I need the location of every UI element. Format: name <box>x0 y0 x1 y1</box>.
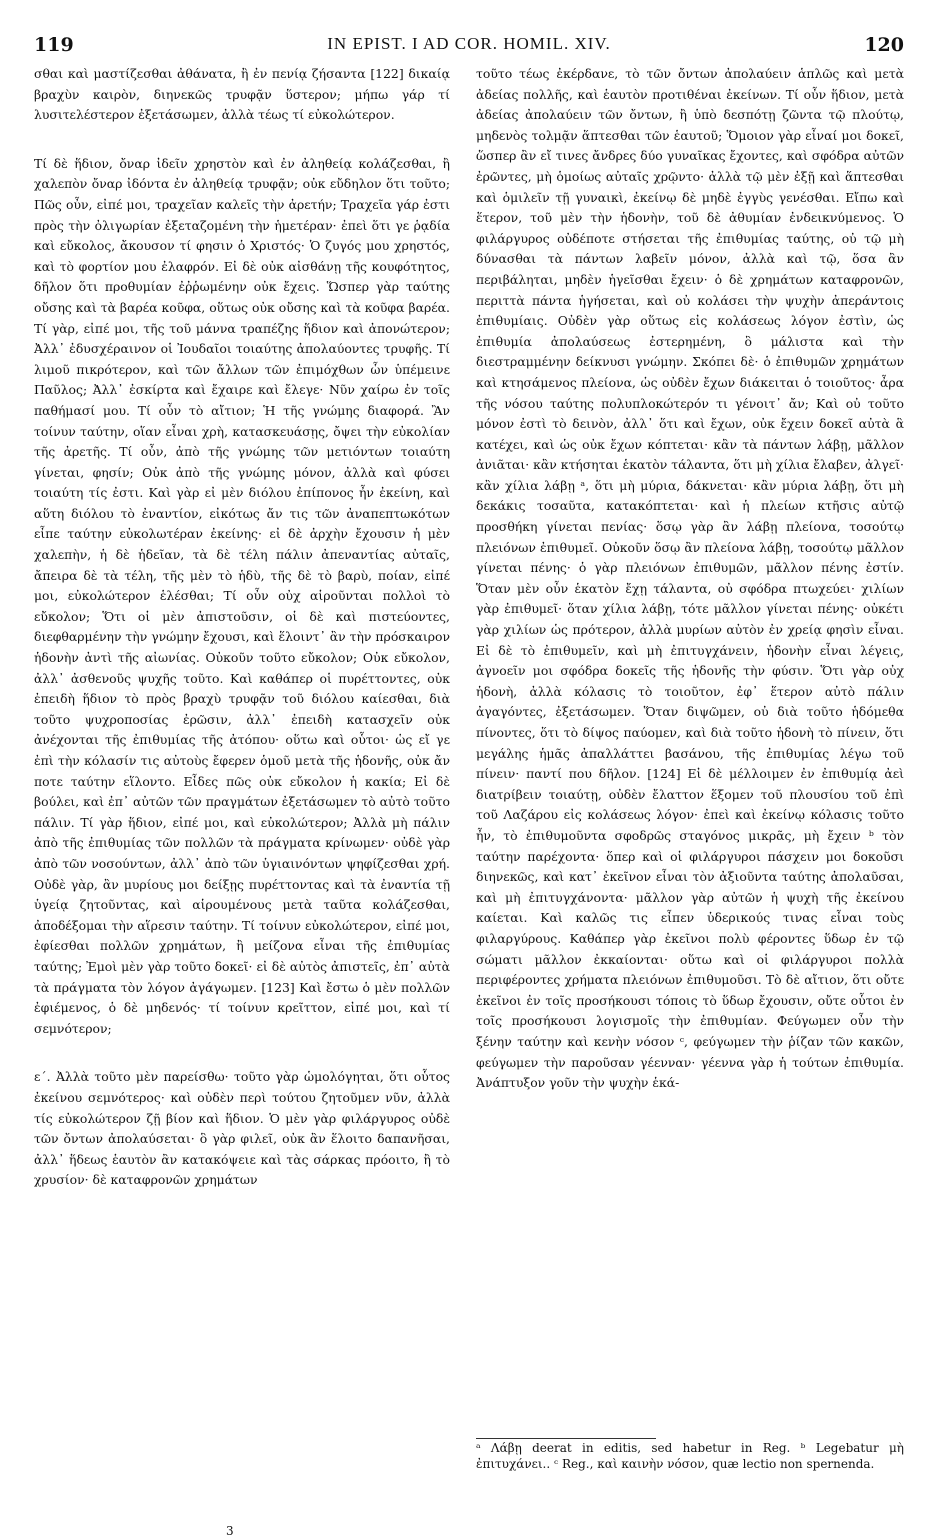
page-number-left: 119 <box>34 34 74 56</box>
running-title: IN EPIST. I AD COR. HOMIL. XIV. <box>327 34 611 53</box>
right-column <box>476 64 904 1094</box>
footnotes <box>476 1440 904 1472</box>
page-number-right: 120 <box>864 34 904 56</box>
paragraph: σθαι καὶ μαστίζεσθαι ἀθάνατα, ἢ ἐν πενίᾳ ζήσαντα [122] δικαίᾳ βραχὺν καιρὸν, διηνεκῶς τρυφᾷν ὕστερον; μήπω γάρ τί λυσιτελέστερον ἐξετάσωμεν, ἀλλὰ τέως τί εὐκολώτερον. <box>34 66 450 123</box>
left-column <box>34 64 450 1191</box>
footnote-rule <box>476 1438 656 1439</box>
running-header <box>34 34 904 58</box>
paragraph: ε΄. Ἀλλὰ τοῦτο μὲν παρείσθω· τοῦτο γὰρ ὡμολόγηται, ὅτι οὗτος ἐκείνου σεμνότερος· καὶ οὐδὲν περὶ τούτου ζητοῦμεν νῦν, ἀλλὰ τίς εὐκολώτερον ζῇ βίον καὶ ἥδιον. Ὁ μὲν γὰρ φιλάργυρος οὐδὲ τῶν ὄντων ἀπολαύσεται· ὃ γὰρ φιλεῖ, οὐκ ἂν ἕλοιτο δαπανῆσαι, ἀλλ᾽ ἥδεως ἑαυτὸν ἂν κατακόψειε καὶ τὰς σάρκας πρόοιτο, ἢ τὸ χρυσίον· δὲ καταφρονῶν χρημάτων <box>34 1069 450 1188</box>
paragraph: τοῦτο τέως ἐκέρδανε, τὸ τῶν ὄντων ἀπολαύειν ἁπλῶς καὶ μετὰ ἀδείας πολλῆς, καὶ ἑαυτὸν προτιθέναι ἐκείνων. Τί οὖν ἥδιον, μετὰ ἀδείας ἀπολαύειν τῶν ὄντων, ἢ ὑπὸ δεσπότῃ ζῶντα τῷ πλούτῳ, μηδενὸς τολμᾷν ἅπτεσθαι τῶν ἑαυτοῦ; Ὅμοιον γὰρ εἶναί μοι δοκεῖ, ὥσπερ ἂν εἴ τινες ἄνδρες δύο γυναῖκας ἔχοντες, καὶ σφόδρα αὐτῶν ἐρῶντες, μὴ ὁμοίως αὐταῖς χρῷντο· ἀλλὰ τῷ μὲν ἐξῇ καὶ ἅπτεσθαι καὶ ὁμιλεῖν τῇ γυναικὶ, ἐκείνῳ δὲ μηδὲ ἐγγὺς γενέσθαι. Εἴπω καὶ ἕτερον, τοῦ μὲν τὴν ἡδονὴν, τοῦ δὲ ἀθυμίαν ἐνδεικνύμενος. Ὁ φιλάργυρος οὐδέποτε στήσεται τῆς ἐπιθυμίας ταύτης, οὐ τῷ μὴ δύνασθαι τὰ πάντων λαβεῖν μόνον, ἀλλὰ καὶ τῷ, ὅσα ἂν περιβάληται, μηδὲν ἡγεῖσθαι ἔχειν· ὁ δὲ χρημάτων καταφρονῶν, περιττὰ πάντα ἡγήσεται, καὶ οὐ κολάσει τὴν ψυχὴν ἀπεράντοις ἐπιθυμίαις. Οὐδὲν γὰρ οὕτως εἰς κολάσεως λόγον ἐστὶν, ὡς ἐπιθυμία ἀπολαύσεως ἐστερημένη, ὃ μάλιστα καὶ τὴν διεστραμμένην δείκνυσι γνώμην. Σκόπει δὲ· ὁ ἐπιθυμῶν χρημάτων καὶ κτησάμενος πλείονα, ὡς οὐδὲν ἔχων διάκειται ὁ τοιοῦτος· ἆρα τῆς νόσου ταύτης πολυπλοκώτερόν τι γένοιτ᾽ ἄν; Καὶ οὐ τοῦτο μόνον ἐστὶ τὸ δεινὸν, ἀλλ᾽ ὅτι καὶ ἔχων, οὐκ ἔχειν δοκεῖ αὐτὰ ἃ κατέχει, καὶ ὡς οὐκ ἔχων κόπτεται· κἂν τὰ πάντων λάβῃ, μᾶλλον ἀνιᾶται· κἂν κτήσηται ἑκατὸν τάλαντα, ὅτι μὴ χίλια ἔλαβεν, ἀλγεῖ· κἂν χίλια λάβῃ ᵃ, ὅτι μὴ μύρια, δάκνεται· κἂν μύρια λάβῃ, ὅτι μὴ δεκάκις τοσαῦτα, κατακόπτεται· καὶ ἡ πλείων κτῆσις αὐτῷ προσθήκη γίνεται πενίας· ὅσῳ γὰρ ἂν λάβῃ πλείονα, τοσούτῳ πλειόνων ἐπιθυμεῖ. Οὐκοῦν ὅσῳ ἂν πλείονα λάβῃ, τοσούτῳ μᾶλλον γίνεται πένης· ὁ γὰρ πλειόνων ἐπιθυμῶν, μᾶλλον πένης ἐστίν. Ὅταν μὲν οὖν ἑκατὸν ἔχῃ τάλαντα, οὐ σφόδρα πτωχεύει· χιλίων γὰρ ἐπιθυμεῖ· ὅταν χίλια λάβῃ, τότε μᾶλλον γίνεται πένης· οὐκέτι γὰρ χιλίων ὡς πρότερον, ἀλλὰ μυρίων αὐτὸν ἐν χρείᾳ φησὶν εἶναι. Εἰ δὲ τὸ ἐπιθυμεῖν, καὶ μὴ ἐπιτυγχάνειν, ἡδονὴν εἶναι λέγεις, ἀγνοεῖν μοι σφόδρα δοκεῖς τῆς ἡδονῆς τὴν φύσιν. Ὅτι γὰρ οὐχ ἡδονὴ, ἀλλὰ κόλασις τὸ τοιοῦτον, ἐφ᾽ ἕτερον αὐτὸ πάλιν ἀγαγόντες, ἐξετάσωμεν. Ὅταν διψῶμεν, οὐ διὰ τοῦτο ἡδόμεθα πίνοντες, ὅτι τὸ δίψος παύομεν, καὶ διὰ τοῦτο ἡδονὴ τὸ πίνειν, ὅτι μεγάλης ἡμᾶς ἀπαλλάττει βασάνου, τῆς ἐπιθυμίας λέγω τοῦ πίνειν· παντί που δῆλον. [124] Εἰ δὲ μέλλοιμεν ἐν ἐπιθυμίᾳ ἀεὶ διατρίβειν τοιαύτῃ, οὐδὲν ἔλαττον ἕξομεν τοῦ πλουσίου τοῦ ἐπὶ τοῦ Λαζάρου εἰς κολάσεως λόγον· ἐπεὶ καὶ ἐκείνῳ κόλασις τοῦτο ἦν, τὸ ἐπιθυμοῦντα σφοδρῶς σταγόνος μικρᾶς, μὴ ἔχειν ᵇ τὸν ταύτην παρέχοντα· ὅπερ καὶ οἱ φιλάργυροι πάσχειν μοι δοκοῦσι διηνεκῶς, καὶ κατ᾽ ἐκεῖνον εἶναι τὸν ἀξιοῦντα ταύτης ἀπολαῦσαι, καὶ μὴ ἐπιτυγχάνοντα· μᾶλλον γὰρ αὐτῶν ἡ ψυχὴ τῆς ἐκείνου καίεται. Καὶ καλῶς τις εἶπεν ὑδερικούς τινας εἶναι τοὺς φιλαργύρους. Καθάπερ γὰρ ἐκεῖνοι πολὺ φέροντες ὕδωρ ἐν τῷ σώματι μᾶλλον ἐκκαίονται· οὕτω καὶ οἱ φιλάργυροι πολλὰ περιφέροντες χρήματα πλειόνων ἐπιθυμοῦσι. Τὸ δὲ αἴτιον, ὅτι οὔτε ἐκεῖνοι ἐν τοῖς προσήκουσι τόποις τὸ ὕδωρ ἔχουσιν, οὔτε οὗτοι ἐν τοῖς προσήκουσι λογισμοῖς τὴν ἐπιθυμίαν. Φεύγωμεν οὖν τὴν ξένην ταύτην καὶ κενὴν νόσον ᶜ, φεύγωμεν τὴν ῥίζαν τῶν κακῶν, φεύγωμεν τὴν παροῦσαν γέενναν· γέεννα γὰρ ἡ τούτων ἐπιθυμία. Ἀνάπτυξον γοῦν τὴν ψυχὴν ἑκά- <box>476 66 904 1091</box>
paragraph: Τί δὲ ἥδιον, ὄναρ ἰδεῖν χρηστὸν καὶ ἐν ἀληθείᾳ κολάζεσθαι, ἢ χαλεπὸν ὄναρ ἰδόντα ἐν ἀληθείᾳ τρυφᾷν; οὐκ εὔδηλον ὅτι τοῦτο; Πῶς οὖν, εἰπέ μοι, τραχεῖαν καλεῖς τὴν ἀρετήν; Τραχεῖα γάρ ἐστι πρὸς τὴν ὀλιγωρίαν ἐξεταζομένη τὴν ἡμετέραν· ἐπεὶ ὅτι γε ῥᾳδία καὶ εὔκολος, ἄκουσον τί φησιν ὁ Χριστός· Ὁ ζυγός μου χρηστός, καὶ τὸ φορτίον μου ἐλαφρόν. Εἰ δὲ οὐκ αἰσθάνῃ τῆς κουφότητος, δῆλον ὅτι προθυμίαν ἐῤῥωμένην οὐκ ἔχεις. Ὥσπερ γὰρ ταύτης οὔσης καὶ τὰ βαρέα κοῦφα, οὕτως οὐκ οὔσης καὶ τὰ κοῦφα βαρέα. Τί γὰρ, εἰπέ μοι, τῆς τοῦ μάννα τραπέζης ἥδιον καὶ ἀπονώτερον; Ἀλλ᾽ ἐδυσχέραινον οἱ Ἰουδαῖοι τοιαύτης ἀπολαύοντες τρυφῆς. Τί λιμοῦ πικρότερον, καὶ τῶν ἄλλων τῶν ἐπιμόχθων ὧν ὑπέμεινε Παῦλος; Ἀλλ᾽ ἐσκίρτα καὶ ἔχαιρε καὶ ἔλεγε· Νῦν χαίρω ἐν τοῖς παθήμασί μου. Τί οὖν τὸ αἴτιον; Ἡ τῆς γνώμης διαφορά. Ἂν τοίνυν ταύτην, οἵαν εἶναι χρὴ, κατασκευάσῃς, ὄψει τὴν εὐκολίαν τῆς ἀρετῆς. Τί οὖν, ἀπὸ τῆς γνώμης τῶν μετιόντων τοιαύτη γίνεται, φησίν; Οὐκ ἀπὸ τῆς γνώμης μόνον, ἀλλὰ καὶ φύσει τοιαύτη τίς ἐστι. Καὶ γὰρ εἰ μὲν διόλου ἐπίπονος ἦν ἐκείνη, καὶ αὕτη διόλου τὸ ἐναντίον, εἰκότως ἄν τις τῶν ἀναπεπτωκότων εἶπε ταύτην εὐκολωτέραν ἐκείνης· εἰ δὲ ἀρχὴν ἔχουσιν ἡ μὲν χαλεπὴν, ἡ δὲ ἡδεῖαν, τὰ δὲ τέλη πάλιν ἀπεναντίας αὐταῖς, ἄπειρα δὲ τὰ τέλη, τῆς μὲν τὸ ἡδὺ, τῆς δὲ τὸ βαρὺ, ποίαν, εἰπέ μοι, εὐκολώτερον ἑλέσθαι; Τί οὖν οὐχ αἱροῦνται πολλοὶ τὸ εὔκολον; Ὅτι οἱ μὲν ἀπιστοῦσιν, οἱ δὲ καὶ πιστεύοντες, διεφθαρμένην τὴν γνώμην ἔχουσι, καὶ ἕλοιντ᾽ ἂν τὴν πρόσκαιρον ἡδονὴν ἀντὶ τῆς αἰωνίας. Οὐκοῦν τοῦτο εὔκολον; Οὐκ εὔκολον, ἀλλ᾽ ἀσθενοῦς ψυχῆς τοῦτο. Καὶ καθάπερ οἱ πυρέττοντες, οὐκ ἐπειδὴ ἥδιον τὸ πρὸς βραχὺ τρυφᾷν τοῦ διόλου καίεσθαι, διὰ τοῦτο ψυχροποσίας ἐρῶσιν, ἀλλ᾽ ἐπειδὴ κατασχεῖν οὐκ ἀνέχονται τῆς ἐπιθυμίας τῆς ἀτόπου· οὕτω καὶ οὗτοι· ὡς εἴ γε ἐπὶ τὴν κόλασίν τις αὐτοὺς ἔφερεν ὁμοῦ μετὰ τῆς ἡδονῆς, οὐκ ἄν ποτε ταύτην εἵλοντο. Εἶδες πῶς οὐκ εὔκολον ἡ κακία; Εἰ δὲ βούλει, καὶ ἐπ᾽ αὐτῶν τῶν πραγμάτων ἐξετάσωμεν τὸ αὐτὸ τοῦτο πάλιν. Τί γὰρ ἥδιον, εἰπέ μοι, καὶ εὐκολώτερον; Ἀλλὰ μὴ πάλιν ἀπὸ τῆς ἐπιθυμίας τῶν πολλῶν τὰ πράγματα κρίνωμεν· οὐδὲ γὰρ ἀπὸ τῶν νοσούντων, ἀλλ᾽ ἀπὸ τῶν ὑγιαινόντων ψηφίζεσθαι χρή. Οὐδὲ γὰρ, ἂν μυρίους μοι δείξῃς πυρέττοντας καὶ τὰ ἐναντία τῇ ὑγείᾳ ζητοῦντας, καὶ αἱρουμένους μετὰ ταῦτα κολάζεσθαι, ἀποδέξομαι τὴν αἵρεσιν ταύτην. Τί τοίνυν εὐκολώτερον, εἰπέ μοι, ἐφίεσθαι πολλῶν χρημάτων, ἢ μείζονα εἶναι τῆς ἐπιθυμίας ταύτης; Ἐμοὶ μὲν γὰρ τοῦτο δοκεῖ· εἰ δὲ αὐτὸς ἀπιστεῖς, ἐπ᾽ αὐτὰ τὰ πράγματα τὸν λόγον ἀγάγωμεν. [123] Καὶ ἔστω ὁ μὲν πολλῶν ἐφιέμενος, ὁ δὲ μηδενός· τί τοίνυν κρεῖττον, εἰπέ μοι, καὶ τί σεμνότερον; <box>34 155 450 1036</box>
footnote: ᵃ Λάβῃ deerat in editis, sed habetur in Reg. ᵇ Legebatur μὴ ἐπιτυχάνει.. ᶜ Reg., καὶ καινὴν νόσον, quæ lectio non spernenda. <box>476 1441 904 1471</box>
signature-mark: 3 <box>226 1524 234 1538</box>
